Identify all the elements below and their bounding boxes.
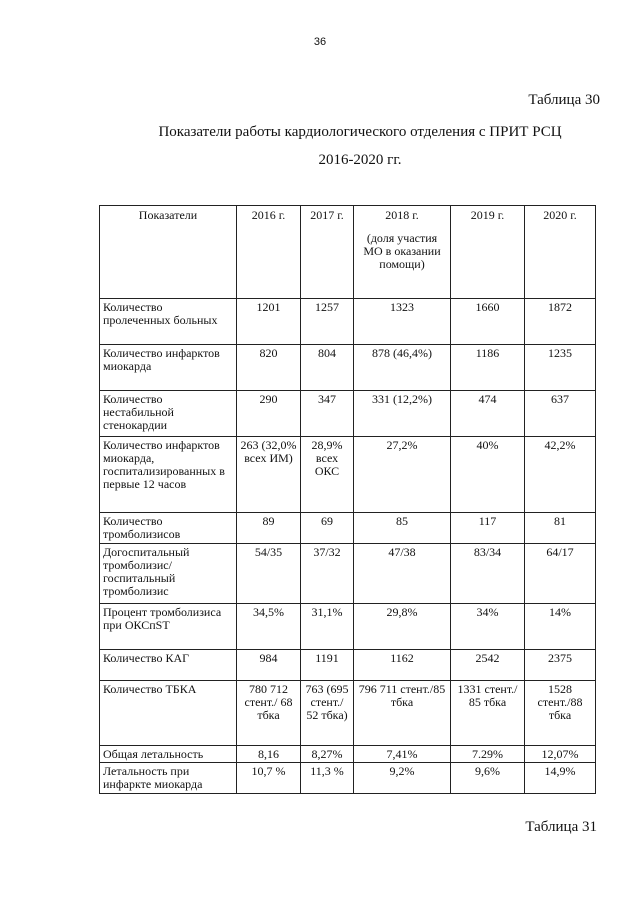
cell-2019: 474 bbox=[451, 391, 525, 437]
cell-2018: 27,2% bbox=[354, 437, 451, 513]
header-2019: 2019 г. bbox=[451, 206, 525, 299]
cell-2017: 11,3 % bbox=[301, 763, 354, 794]
table-title: Показатели работы кардиологического отделения с ПРИТ РСЦ bbox=[158, 124, 562, 140]
table-header-row bbox=[100, 206, 596, 299]
row-label: Процент тромболизиса при ОКСпST bbox=[100, 604, 237, 650]
header-2018 bbox=[354, 206, 451, 299]
cell-2016: 54/35 bbox=[237, 544, 301, 604]
cell-2017: 763 (695 стент./ 52 тбка) bbox=[301, 681, 354, 746]
header-indicator: Показатели bbox=[100, 206, 237, 299]
cell-2017: 804 bbox=[301, 345, 354, 391]
cell-2020: 64/17 bbox=[525, 544, 596, 604]
next-table-label: Таблица 31 bbox=[525, 819, 597, 835]
cell-2020: 12,07% bbox=[525, 746, 596, 763]
cell-2017: 347 bbox=[301, 391, 354, 437]
cell-2020: 2375 bbox=[525, 650, 596, 681]
cell-2016: 263 (32,0% всех ИМ) bbox=[237, 437, 301, 513]
cell-2019: 2542 bbox=[451, 650, 525, 681]
cell-2016: 1201 bbox=[237, 299, 301, 345]
cell-2019: 83/34 bbox=[451, 544, 525, 604]
cell-2017: 69 bbox=[301, 513, 354, 544]
cell-2020: 14,9% bbox=[525, 763, 596, 794]
table-label: Таблица 30 bbox=[528, 92, 600, 108]
cell-2020: 1872 bbox=[525, 299, 596, 345]
header-2017: 2017 г. bbox=[301, 206, 354, 299]
row-label: Догоспитальный тромболизис/ госпитальный тромболизис bbox=[100, 544, 237, 604]
row-label: Количество инфарктов миокарда bbox=[100, 345, 237, 391]
row-label: Общая летальность bbox=[100, 746, 237, 763]
header-2018-year: 2018 г. bbox=[385, 208, 419, 222]
table-row bbox=[100, 345, 596, 391]
cell-2017: 37/32 bbox=[301, 544, 354, 604]
cell-2019: 1660 bbox=[451, 299, 525, 345]
cell-2016: 820 bbox=[237, 345, 301, 391]
cell-2019: 9,6% bbox=[451, 763, 525, 794]
page-number: 36 bbox=[313, 36, 327, 48]
row-label: Количество КАГ bbox=[100, 650, 237, 681]
cell-2020: 14% bbox=[525, 604, 596, 650]
row-label: Количество инфарктов миокарда, госпитализированных в первые 12 часов bbox=[100, 437, 237, 513]
cell-2020: 1528 стент./88 тбка bbox=[525, 681, 596, 746]
table-row bbox=[100, 746, 596, 763]
cell-2019: 1186 bbox=[451, 345, 525, 391]
cell-2020: 81 bbox=[525, 513, 596, 544]
cell-2017: 1257 bbox=[301, 299, 354, 345]
cell-2020: 637 bbox=[525, 391, 596, 437]
indicators-table bbox=[99, 205, 596, 794]
table-row bbox=[100, 544, 596, 604]
cell-2017: 8,27% bbox=[301, 746, 354, 763]
cell-2016: 89 bbox=[237, 513, 301, 544]
cell-2019: 7.29% bbox=[451, 746, 525, 763]
cell-2016: 780 712 стент./ 68 тбка bbox=[237, 681, 301, 746]
cell-2018: 47/38 bbox=[354, 544, 451, 604]
cell-2020: 1235 bbox=[525, 345, 596, 391]
header-2018-note: (доля участия МО в оказании помощи) bbox=[363, 231, 441, 271]
cell-2018: 85 bbox=[354, 513, 451, 544]
cell-2018: 878 (46,4%) bbox=[354, 345, 451, 391]
cell-2018: 796 711 стент./85 тбка bbox=[354, 681, 451, 746]
cell-2016: 984 bbox=[237, 650, 301, 681]
row-label: Летальность при инфаркте миокарда bbox=[100, 763, 237, 794]
cell-2017: 28,9% всех ОКС bbox=[301, 437, 354, 513]
cell-2016: 34,5% bbox=[237, 604, 301, 650]
row-label: Количество тромболизисов bbox=[100, 513, 237, 544]
table-row bbox=[100, 650, 596, 681]
cell-2020: 42,2% bbox=[525, 437, 596, 513]
table-subtitle: 2016-2020 гг. bbox=[318, 152, 402, 168]
cell-2017: 1191 bbox=[301, 650, 354, 681]
cell-2018: 1162 bbox=[354, 650, 451, 681]
cell-2019: 117 bbox=[451, 513, 525, 544]
row-label: Количество пролеченных больных bbox=[100, 299, 237, 345]
table-row bbox=[100, 604, 596, 650]
table-row bbox=[100, 763, 596, 794]
cell-2019: 40% bbox=[451, 437, 525, 513]
table-row bbox=[100, 513, 596, 544]
cell-2018: 9,2% bbox=[354, 763, 451, 794]
cell-2019: 1331 стент./ 85 тбка bbox=[451, 681, 525, 746]
header-2016: 2016 г. bbox=[237, 206, 301, 299]
cell-2018: 29,8% bbox=[354, 604, 451, 650]
cell-2016: 290 bbox=[237, 391, 301, 437]
cell-2016: 8,16 bbox=[237, 746, 301, 763]
header-2020: 2020 г. bbox=[525, 206, 596, 299]
cell-2019: 34% bbox=[451, 604, 525, 650]
cell-2017: 31,1% bbox=[301, 604, 354, 650]
cell-2018: 331 (12,2%) bbox=[354, 391, 451, 437]
cell-2016: 10,7 % bbox=[237, 763, 301, 794]
table-row bbox=[100, 681, 596, 746]
cell-2018: 1323 bbox=[354, 299, 451, 345]
table-row bbox=[100, 391, 596, 437]
row-label: Количество ТБКА bbox=[100, 681, 237, 746]
row-label: Количество нестабильной стенокардии bbox=[100, 391, 237, 437]
table-row bbox=[100, 299, 596, 345]
cell-2018: 7,41% bbox=[354, 746, 451, 763]
table-row bbox=[100, 437, 596, 513]
